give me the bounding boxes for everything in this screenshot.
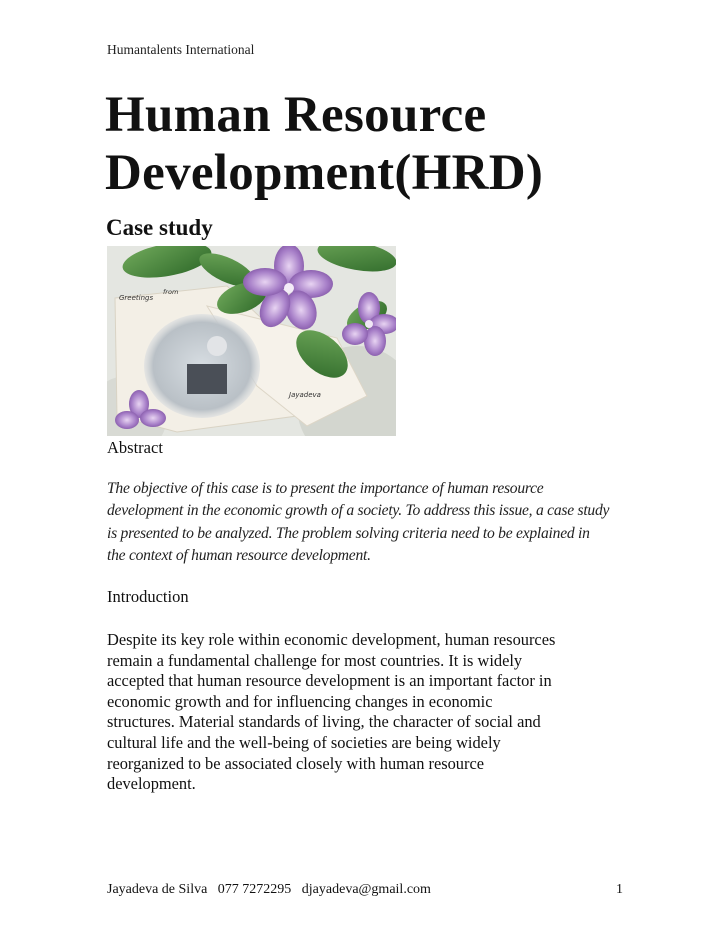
introduction-line: cultural life and the well-being of societies are being widely [107,732,501,752]
greeting-card-image [107,246,396,436]
introduction-line: Despite its key role within economic development, human resources [107,630,556,649]
abstract-text [107,478,627,567]
introduction-text [107,630,635,795]
abstract-line: is presented to be analyzed. The problem solving criteria need to be explained in [107,524,590,542]
card-from-text: from [163,288,179,296]
footer-author: Jayadeva de Silva [107,882,208,897]
footer-phone: 077 7272295 [217,882,292,897]
introduction-line: remain a fundamental challenge for most countries. It is widely [107,650,523,670]
page-footer [107,882,431,898]
page-number: 1 [616,882,623,897]
header-organization: Humantalents International [107,42,255,57]
footer-email: djayadeva@gmail.com [301,882,431,897]
introduction-line: structures. Material standards of living, the character of social and [107,712,541,732]
introduction-line: reorganized to be associated closely with human resource [107,753,485,773]
introduction-line: economic growth and for influencing changes in economic [107,691,493,711]
introduction-heading: Introduction [107,587,189,606]
page-title [105,86,543,202]
abstract-line: The objective of this case is to present the importance of human resource [107,480,544,497]
flower-card-illustration [107,246,396,436]
abstract-heading: Abstract [107,438,163,457]
abstract-line: development in the economic growth of a society. To address this issue, a case study [107,502,610,520]
card-signature-text: Jayadeva [289,391,321,399]
title-line-2: Development(HRD) [105,145,544,201]
card-greeting-text: Greetings [119,294,154,302]
introduction-line: development. [107,774,196,794]
title-line-1: Human Resource [105,87,487,143]
page-subtitle: Case study [106,215,213,240]
abstract-line: the context of human resource development. [107,546,371,564]
introduction-line: accepted that human resource development is an important factor in [107,671,552,691]
